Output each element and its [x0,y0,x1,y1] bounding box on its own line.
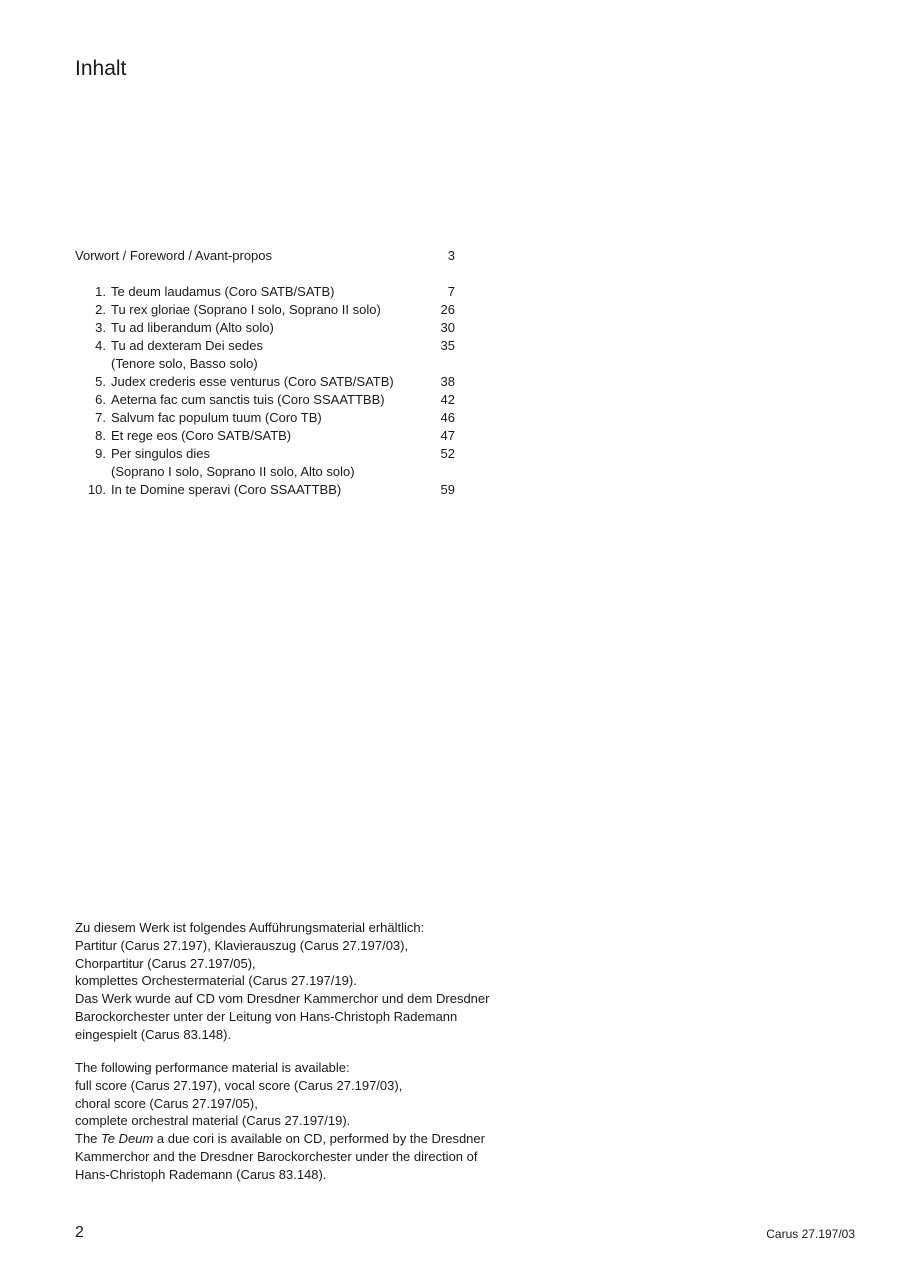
note-text: The [75,1131,102,1147]
toc-item-title: Aeterna fac cum sanctis tuis (Coro SSAATTBB) [111,392,385,407]
toc-row [75,283,455,301]
toc-item-number: 3. [95,320,106,335]
toc-item-number: 1. [95,284,106,299]
toc-item-title: Tu ad liberandum (Alto solo) [111,320,274,335]
note-line: Partitur (Carus 27.197), Klavierauszug (Carus 27.197/03), [75,937,409,953]
note-line: Zu diesem Werk ist folgendes Aufführungsmaterial erhältlich: [75,920,425,935]
toc-foreword-row [75,247,455,265]
toc-item-title: Et rege eos (Coro SATB/SATB) [111,428,292,443]
toc-row [75,481,455,499]
toc-item-page: 35 [440,338,455,353]
toc-item-page: 59 [440,482,455,497]
toc-item-page [425,355,455,373]
toc-item-number [75,355,106,373]
toc-item-number: 7. [95,410,106,425]
note-line: Kammerchor and the Dresdner Barockorchester under the direction of [75,1148,478,1164]
performance-material-note-english [75,1059,595,1184]
toc-item-title: In te Domine speravi (Coro SSAATTBB) [111,482,342,497]
note-text: a due cori is available on CD, performed by the Dresdner [153,1131,485,1147]
toc-foreword-title: Vorwort / Foreword / Avant-propos [75,248,273,263]
toc-row [75,463,455,481]
toc-item-page: 30 [440,320,455,335]
toc-item-page: 42 [440,392,455,407]
toc-item-title: Tu ad dexteram Dei sedes [111,338,263,353]
toc-row [75,409,455,427]
note-line: Hans-Christoph Rademann (Carus 83.148). [75,1166,327,1182]
toc-item-title: Judex crederis esse venturus (Coro SATB/SATB) [111,374,394,389]
toc-item-page: 46 [440,410,455,425]
note-line: Barockorchester unter der Leitung von Hans-Christoph Rademann [75,1008,458,1024]
toc-item-title: Salvum fac populum tuum (Coro TB) [111,410,322,425]
catalog-code: Carus 27.197/03 [766,1227,855,1241]
toc-row [75,445,455,463]
toc-row [75,391,455,409]
note-line: complete orchestral material (Carus 27.197/19). [75,1113,351,1129]
toc-item-page: 26 [440,302,455,317]
toc-item-number [75,463,106,481]
toc-item-page: 38 [440,374,455,389]
toc-row [75,427,455,445]
note-line [75,1130,595,1148]
toc-item-title: Tu rex gloriae (Soprano I solo, Soprano II solo) [111,302,381,317]
note-line: The following performance material is available: [75,1060,350,1075]
toc-item-number: 9. [95,446,106,461]
note-line: choral score (Carus 27.197/05), [75,1095,258,1111]
performance-material-note-german [75,919,595,1044]
note-line: full score (Carus 27.197), vocal score (Carus 27.197/03), [75,1077,403,1093]
note-line: eingespielt (Carus 83.148). [75,1026,232,1042]
toc-item-page: 7 [447,284,455,299]
toc-item-number: 5. [95,374,106,389]
toc-row [75,355,455,373]
page-number: 2 [75,1224,84,1241]
toc-item-title: Te deum laudamus (Coro SATB/SATB) [111,284,335,299]
toc-row [75,301,455,319]
toc-item-page: 47 [440,428,455,443]
note-line: Das Werk wurde auf CD vom Dresdner Kammerchor und dem Dresdner [75,991,490,1007]
work-title-italic: Te Deum [101,1131,154,1147]
page-title: Inhalt [75,57,127,80]
toc-row [75,337,455,355]
toc-item-page [425,463,455,481]
toc-item-number: 4. [95,338,106,353]
note-line: Chorpartitur (Carus 27.197/05), [75,955,256,971]
toc-item-number: 10. [87,482,106,497]
toc-item-number: 2. [95,302,106,317]
table-of-contents [75,247,455,499]
toc-item-number: 6. [95,392,106,407]
toc-row [75,319,455,337]
note-line: komplettes Orchestermaterial (Carus 27.197/19). [75,973,357,989]
toc-row [75,373,455,391]
toc-item-number: 8. [95,428,106,443]
toc-item-title: (Tenore solo, Basso solo) [111,356,258,371]
toc-item-title: Per singulos dies [111,446,210,461]
toc-item-page: 52 [440,446,455,461]
toc-item-title: (Soprano I solo, Soprano II solo, Alto solo) [111,464,355,479]
toc-foreword-page: 3 [447,248,455,263]
